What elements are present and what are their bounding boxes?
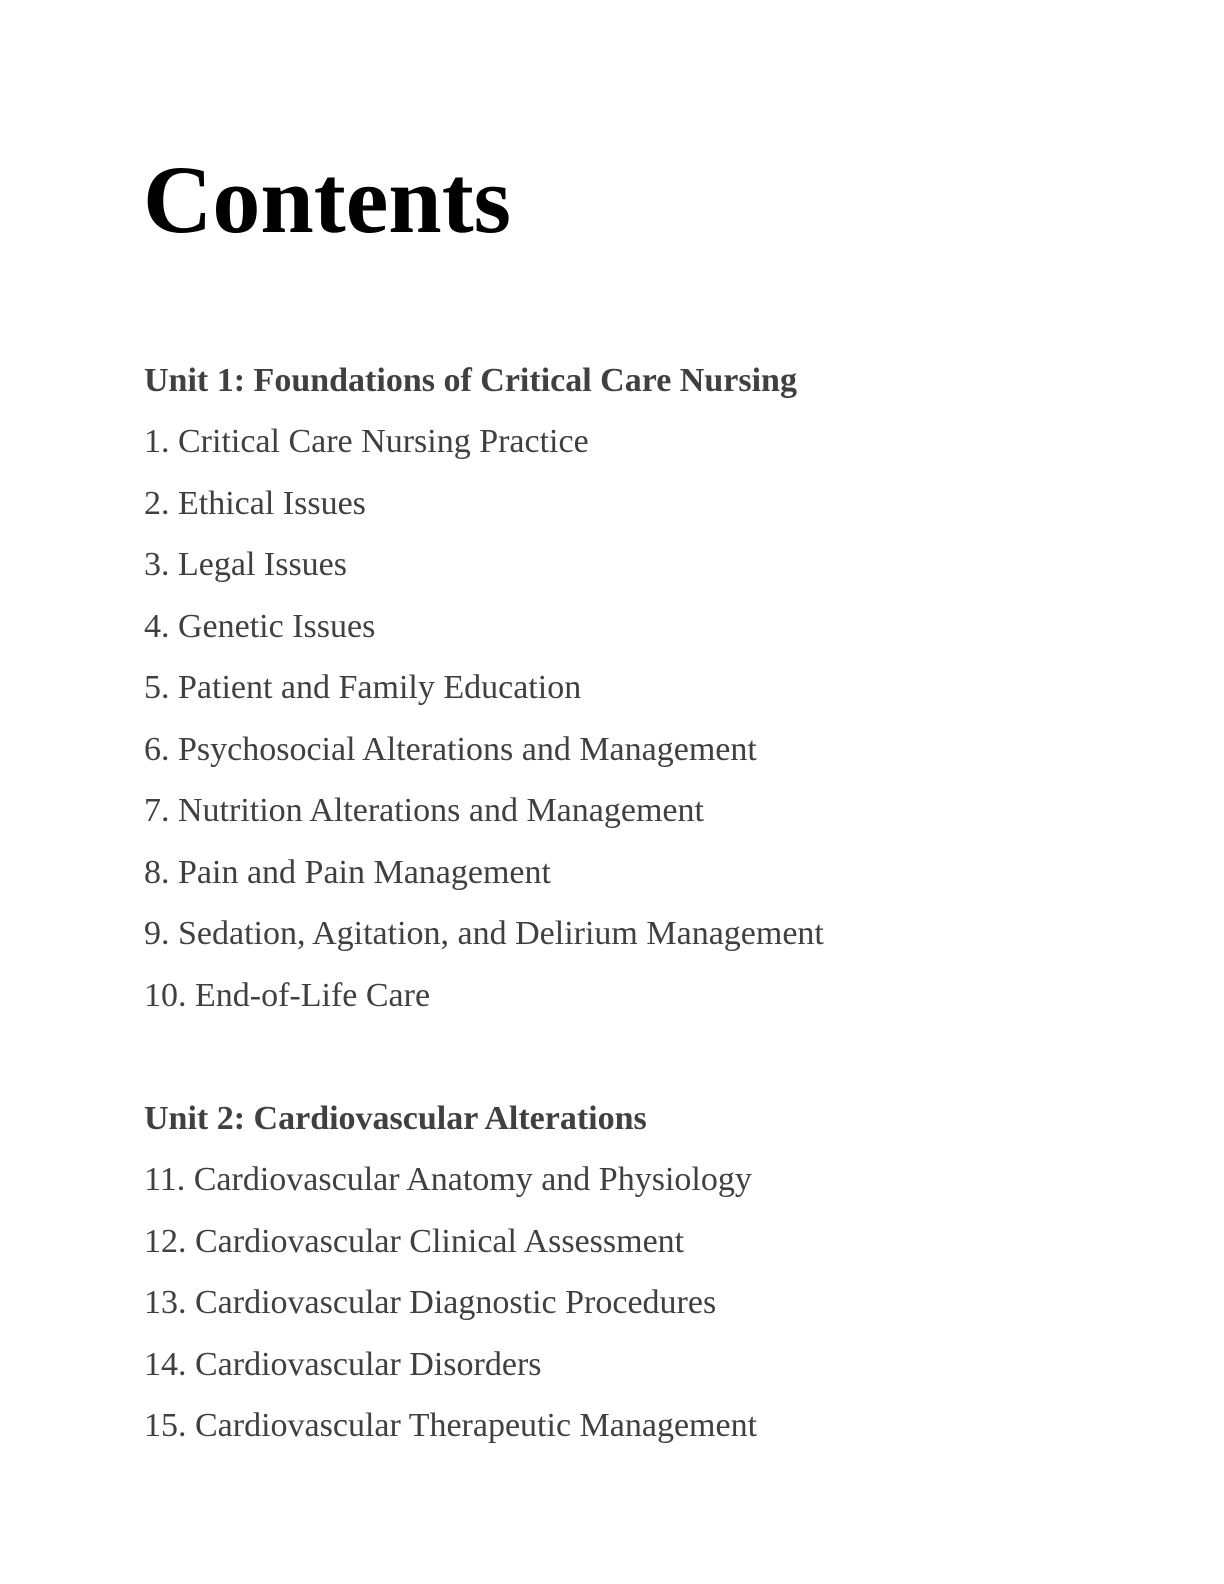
chapter-3: 3. Legal Issues bbox=[144, 546, 348, 583]
chapter-12: 12. Cardiovascular Clinical Assessment bbox=[144, 1222, 685, 1260]
unit-2-section bbox=[144, 1096, 1144, 1465]
chapter-14: 14. Cardiovascular Disorders bbox=[144, 1345, 542, 1383]
chapter-4: 4. Genetic Issues bbox=[144, 607, 376, 645]
chapter-2: 2. Ethical Issues bbox=[144, 484, 366, 522]
chapter-1: 1. Critical Care Nursing Practice bbox=[144, 423, 589, 460]
chapter-9: 9. Sedation, Agitation, and Delirium Management bbox=[144, 915, 824, 952]
unit-2-heading: Unit 2: Cardiovascular Alterations bbox=[144, 1100, 647, 1137]
chapter-13: 13. Cardiovascular Diagnostic Procedures bbox=[144, 1284, 717, 1321]
chapter-6: 6. Psychosocial Alterations and Management bbox=[144, 730, 757, 768]
chapter-15: 15. Cardiovascular Therapeutic Management bbox=[144, 1407, 758, 1444]
chapter-11: 11. Cardiovascular Anatomy and Physiology bbox=[144, 1161, 752, 1198]
chapter-7: 7. Nutrition Alterations and Management bbox=[144, 792, 704, 829]
chapter-8: 8. Pain and Pain Management bbox=[144, 853, 551, 891]
unit-1-heading: Unit 1: Foundations of Critical Care Nursing bbox=[144, 362, 797, 399]
unit-1-chapter-list bbox=[144, 419, 1144, 1034]
chapter-10: 10. End-of-Life Care bbox=[144, 976, 431, 1014]
unit-2-chapter-list bbox=[144, 1157, 1144, 1465]
unit-1-section bbox=[144, 358, 1144, 1034]
chapter-5: 5. Patient and Family Education bbox=[144, 669, 582, 706]
page-title: Contents bbox=[143, 146, 512, 253]
